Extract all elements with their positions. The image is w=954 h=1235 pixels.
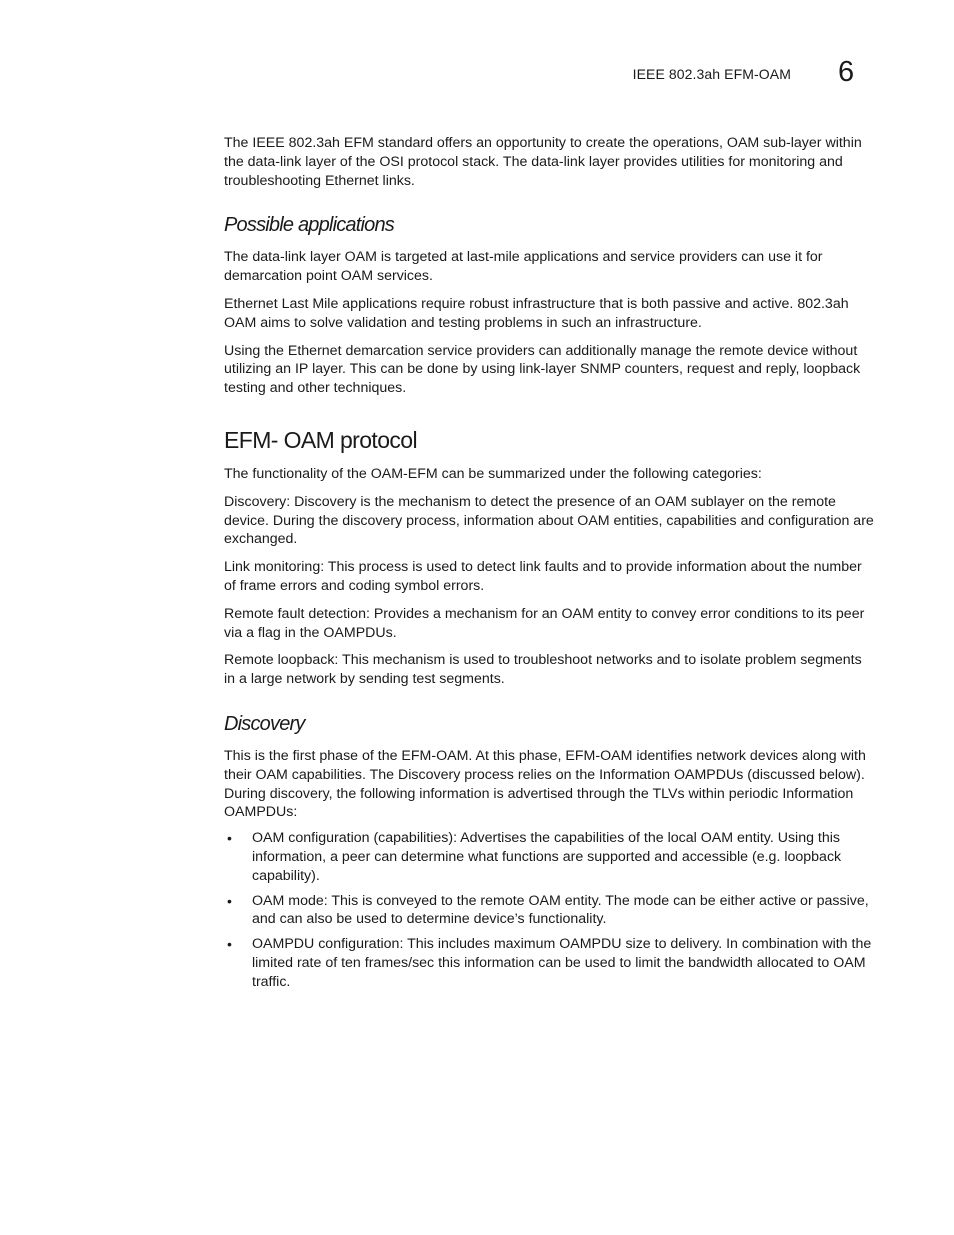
- list-item-text: OAMPDU configuration: This includes maximum OAMPDU size to delivery. In combination with the limited rate of ten frames/sec this information can be used to limit the bandwidth allocated to OAM traffic.: [252, 936, 872, 990]
- bullet-icon: •: [227, 936, 232, 953]
- paragraph: Link monitoring: This process is used to detect link faults and to provide information about the number of frame errors and coding symbol errors.: [224, 559, 862, 594]
- paragraph: Ethernet Last Mile applications require robust infrastructure that is both passive and active. 802.3ah OAM aims to solve validation and testing problems in such an infrastructure.: [224, 295, 849, 331]
- list-item-text: OAM mode: This is conveyed to the remote OAM entity. The mode can be either active or passive, and can also be used to determine device’s functionality.: [252, 892, 869, 928]
- list-item: [224, 892, 874, 930]
- list-item-text: OAM configuration (capabilities): Advertises the capabilities of the local OAM entity. Using this information, a peer can determine what functions are supported and accessible (e.g. loopback capability).: [252, 830, 842, 884]
- chapter-number: 6: [838, 56, 855, 88]
- paragraph: The data-link layer OAM is targeted at last-mile applications and service providers can use it for demarcation point OAM services.: [224, 249, 823, 285]
- intro-paragraph: The IEEE 802.3ah EFM standard offers an opportunity to create the operations, OAM sub-layer within the data-link layer of the OSI protocol stack. The data-link layer provides utilities for monitoring and troubleshooting Ethernet links.: [224, 135, 862, 189]
- possible-applications-heading: Possible applications: [224, 214, 394, 237]
- bullet-icon: •: [227, 892, 232, 909]
- running-header: [0, 58, 954, 98]
- header-title: IEEE 802.3ah EFM-OAM: [632, 66, 791, 82]
- paragraph: Remote loopback: This mechanism is used to troubleshoot networks and to isolate problem segments in a large network by sending test segments.: [224, 652, 862, 688]
- bullet-list: [224, 829, 874, 991]
- paragraph: Remote fault detection: Provides a mechanism for an OAM entity to convey error conditions to its peer via a flag in the OAMPDUs.: [224, 605, 865, 641]
- list-item: [224, 829, 874, 885]
- paragraph: This is the first phase of the EFM-OAM. At this phase, EFM-OAM identifies network devices along with their OAM capabilities. The Discovery process relies on the Information OAMPDUs (discussed below). During discovery, the following information is advertised through the TLVs within periodic Information OAMPDUs:: [224, 747, 866, 821]
- paragraph: Using the Ethernet demarcation service providers can additionally manage the remote device without utilizing an IP layer. This can be done by using link-layer SNMP counters, request and reply, loopback testing and other techniques.: [224, 342, 861, 397]
- page-content: [224, 134, 874, 998]
- list-item: [224, 935, 874, 991]
- bullet-icon: •: [227, 830, 232, 847]
- discovery-heading: Discovery: [224, 712, 305, 735]
- paragraph: The functionality of the OAM-EFM can be summarized under the following categories:: [224, 465, 762, 482]
- paragraph: Discovery: Discovery is the mechanism to detect the presence of an OAM sublayer on the remote device. During the discovery process, information about OAM entities, capabilities and configuration are exchanged.: [224, 493, 874, 548]
- section-heading: EFM- OAM protocol: [224, 426, 418, 453]
